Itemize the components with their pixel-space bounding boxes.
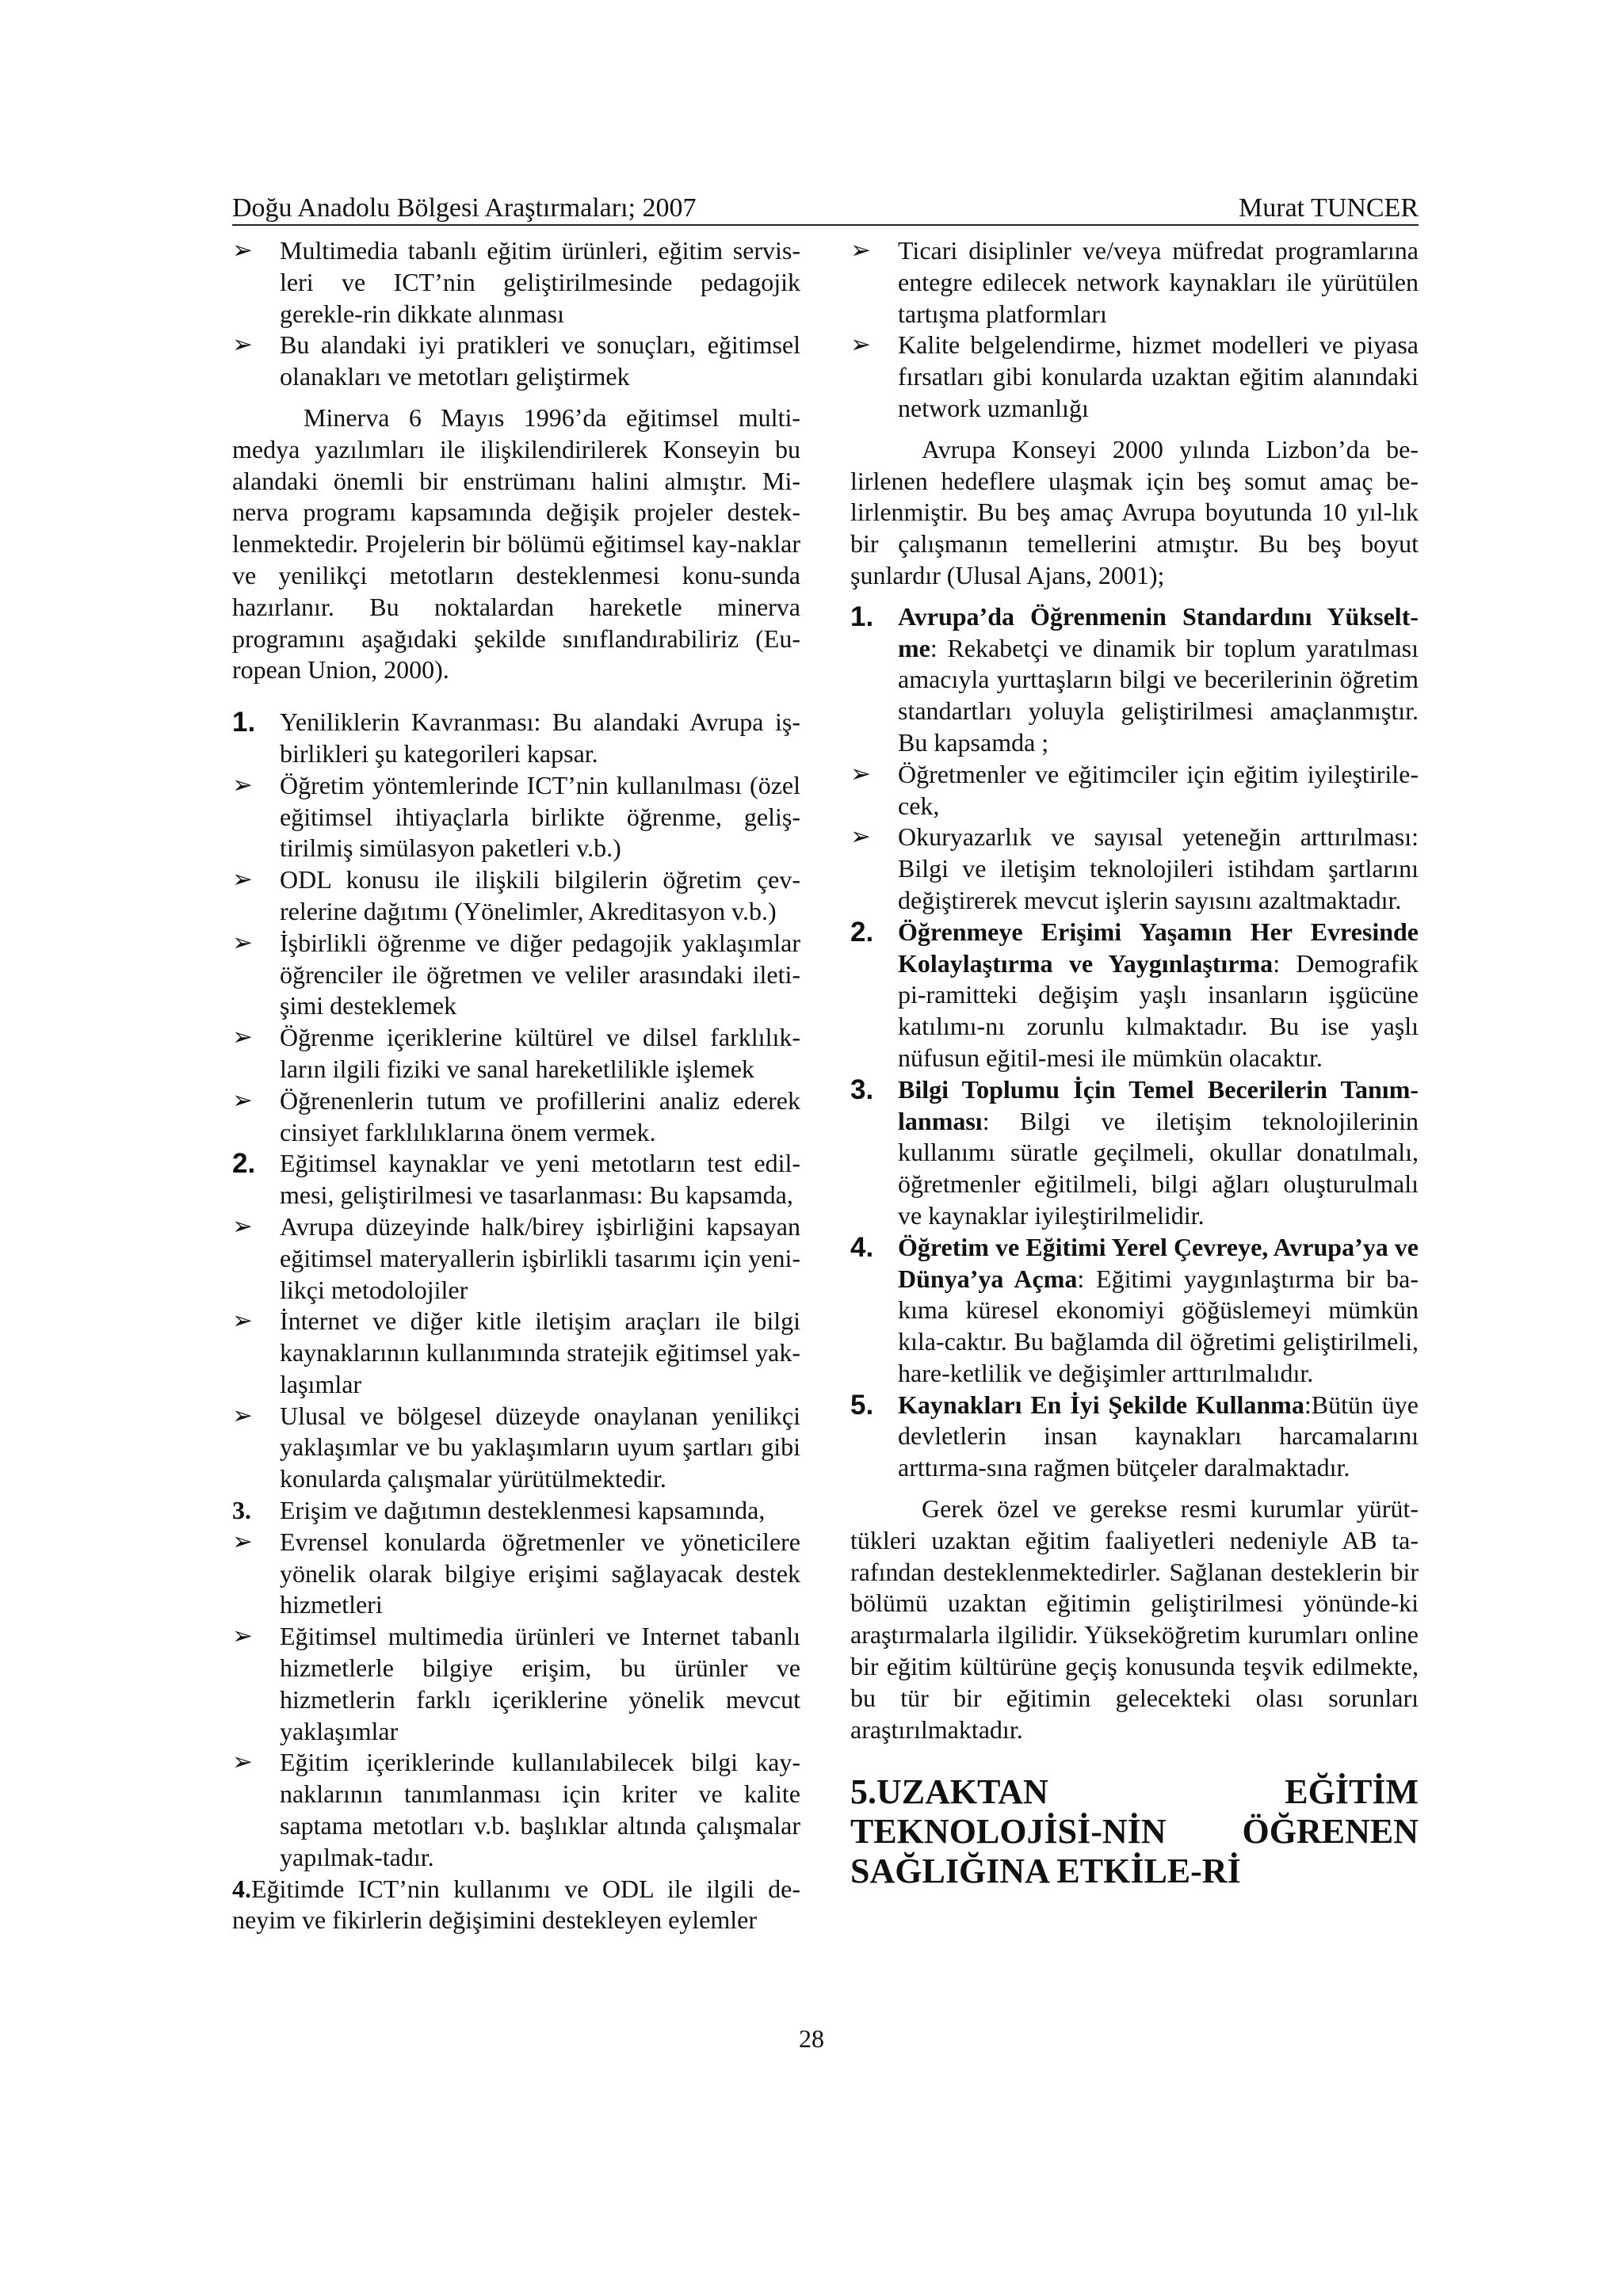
bullet-arrow-icon: ➢	[232, 928, 253, 957]
item-text: Yeniliklerin Kavranması: Bu alandaki Avrupa iş-birlikleri şu kategorileri kapsar.	[280, 707, 800, 768]
numbered-item	[850, 917, 1419, 1074]
bullet-text: Eğitim içeriklerinde kullanılabilecek bilgi kay-naklarının tanımlanması için kriter ve kalite saptama metotları v.b. başlıklar altında çalışmalar yapılmak-tadır.	[280, 1748, 800, 1871]
bullet-arrow-icon: ➢	[850, 330, 871, 360]
running-header	[232, 193, 1419, 226]
bullet-arrow-icon: ➢	[232, 1748, 253, 1777]
bullet-item	[850, 330, 1419, 424]
bullet-arrow-icon: ➢	[232, 1085, 253, 1115]
bullet-item	[232, 1527, 800, 1621]
body-paragraph: Minerva 6 Mayıs 1996’da eğitimsel multi-medya yazılımları ile ilişkilendirilerek Konseyin bu alandaki önemli bir enstrümanı halini almıştır. Mi-nerva programı kapsamında değişik projeler destek-lenmektedir. Projelerin bir bölümü eğitimsel kay-naklar ve yenilikçi metotların desteklenmesi konu-sunda hazırlanır. Bu noktalardan hareketle minerva programını aşağıdaki şekilde sınıflandırabiliriz (Eu-ropean Union, 2000).	[232, 402, 800, 685]
bullet-text: Öğrenenlerin tutum ve profillerini analiz ederek cinsiyet farklılıklarına önem vermek.	[280, 1085, 800, 1146]
body-paragraph: Gerek özel ve gerekse resmi kurumlar yürüt-tükleri uzaktan eğitim faaliyetleri nedeniyle AB ta-rafından desteklenmektedirler. Sağlanan desteklerin bir bölümü uzaktan eğitimin geliştirilmesi yönünde-ki araştırmalarla ilgilidir. Yükseköğretim kurumları online bir eğitim kültürüne geçiş konusunda teşvik edilmekte, bu tür bir eğitimin gelecekteki olası sorunları araştırılmaktadır.	[850, 1494, 1419, 1744]
left-column	[232, 235, 800, 1936]
item-text: : Eğitimi yaygınlaştırma bir ba-kıma küresel ekonomiyi göğüslemeyi mümkün kıla-caktır. Bu bağlamda dil öğretimi geliştirilmeli, hare-ketlilik ve değişimler arttırılmalıdır.	[898, 1264, 1419, 1387]
item-number: 1.	[232, 707, 256, 738]
item-number: 3.	[850, 1074, 874, 1105]
bullet-text: Ticari disiplinler ve/veya müfredat programlarına entegre edilecek network kaynakları ile yürütülen tartışma platformları	[898, 236, 1419, 328]
bullet-arrow-icon: ➢	[850, 759, 871, 788]
bullet-item	[232, 1306, 800, 1400]
item-text: : Rekabetçi ve dinamik bir toplum yaratılması amacıyla yurttaşların bilgi ve becerilerinin öğretim standartları yoluyla geliştirilmesi amaçlanmıştır. Bu kapsamda ;	[898, 633, 1419, 757]
bullet-arrow-icon: ➢	[232, 1527, 253, 1556]
bullet-arrow-icon: ➢	[232, 865, 253, 894]
bullet-arrow-icon: ➢	[232, 1622, 253, 1651]
item-number: 1.	[850, 601, 874, 632]
bullet-text: Öğretmenler ve eğitimciler için eğitim iyileştirile-cek,	[898, 759, 1419, 820]
bullet-text: Öğretim yöntemlerinde ICT’nin kullanılması (özel eğitimsel ihtiyaçlarla birlikte öğrenme, geliş-tirilmiş simülasyon paketleri v.b.)	[280, 770, 800, 863]
section-heading: 5.UZAKTAN EĞİTİM TEKNOLOJİSİ-NİN ÖĞRENEN SAĞLIĞINA ETKİLE-Rİ	[850, 1772, 1419, 1891]
bullet-item	[232, 1211, 800, 1306]
item-text: Eğitimsel kaynaklar ve yeni metotların test edil-mesi, geliştirilmesi ve tasarlanması: Bu kapsamda,	[280, 1149, 800, 1210]
item-number: 2.	[850, 916, 874, 948]
item-number: 3.	[232, 1496, 251, 1525]
bullet-text: Okuryazarlık ve sayısal yeteneğin arttırılması: Bilgi ve iletişim teknolojileri istihdam şartlarını değiştirerek mevcut işlerin sayısını azaltmaktadır.	[898, 822, 1419, 914]
bullet-item	[232, 1085, 800, 1149]
numbered-item	[850, 1390, 1419, 1484]
bullet-text: ODL konusu ile ilişkili bilgilerin öğretim çev-relerine dağıtımı (Yönelimler, Akreditasyon v.b.)	[280, 865, 800, 925]
bullet-item	[232, 770, 800, 864]
bullet-item	[232, 864, 800, 928]
bullet-arrow-icon: ➢	[232, 236, 253, 265]
item-number: 5.	[850, 1389, 874, 1421]
bullet-item	[850, 822, 1419, 916]
item-title: Avrupa’da Öğrenmenin Standardını Yükselt-me	[898, 601, 1419, 662]
item-number: 4.	[850, 1231, 874, 1263]
bullet-item	[232, 235, 800, 330]
numbered-item	[232, 707, 800, 770]
item-title: Kaynakları En İyi Şekilde Kullanma	[898, 1390, 1304, 1419]
item-title: Öğrenmeye Erişimi Yaşamın Her Evresinde Kolaylaştırma ve Yaygınlaştırma	[898, 917, 1419, 978]
bullet-item	[232, 1401, 800, 1495]
header-journal-title: Doğu Anadolu Bölgesi Araştırmaları; 2007	[232, 193, 697, 223]
bullet-text: Kalite belgelendirme, hizmet modelleri ve piyasa fırsatları gibi konularda uzaktan eğitim alanındaki network uzmanlığı	[898, 330, 1419, 422]
numbered-item	[850, 601, 1419, 759]
bullet-arrow-icon: ➢	[232, 770, 253, 799]
bullet-item	[232, 330, 800, 393]
numbered-item	[850, 1074, 1419, 1232]
bullet-text: Ulusal ve bölgesel düzeyde onaylanan yenilikçi yaklaşımlar ve bu yaklaşımların uyum şartları gibi konularda çalışmalar yürütülmektedir.	[280, 1401, 800, 1493]
bullet-text: Multimedia tabanlı eğitim ürünleri, eğitim servis-leri ve ICT’nin geliştirilmesinde pedagojik gerekle-rin dikkate alınması	[280, 236, 800, 328]
item-title: Bilgi Toplumu İçin Temel Becerilerin Tanım-lanması	[898, 1074, 1419, 1135]
bullet-text: Öğrenme içeriklerine kültürel ve dilsel farklılık-ların ilgili fiziki ve sanal hareketlilikle işlemek	[280, 1023, 800, 1083]
bullet-arrow-icon: ➢	[232, 1401, 253, 1430]
bullet-text: Bu alandaki iyi pratikleri ve sonuçları, eğitimsel olanakları ve metotları geliştirmek	[280, 330, 800, 391]
bullet-item	[850, 759, 1419, 822]
bullet-arrow-icon: ➢	[232, 330, 253, 360]
page-number: 28	[799, 2024, 824, 2053]
numbered-paragraph	[232, 1874, 800, 1937]
bullet-text: İnternet ve diğer kitle iletişim araçları ile bilgi kaynaklarının kullanımında stratejik eğitimsel yak-laşımlar	[280, 1306, 800, 1398]
bullet-arrow-icon: ➢	[850, 236, 871, 265]
bullet-item	[232, 1022, 800, 1085]
bullet-arrow-icon: ➢	[232, 1306, 253, 1336]
bullet-text: İşbirlikli öğrenme ve diğer pedagojik yaklaşımlar öğrenciler ile öğretmen ve veliler arasındaki ileti-şimi desteklemek	[280, 928, 800, 1020]
item-number: 2.	[232, 1148, 256, 1180]
item-text: Eğitimde ICT’nin kullanımı ve ODL ile ilgili de-neyim ve fikirlerin değişimini destekleyen eylemler	[232, 1874, 800, 1935]
item-text: Erişim ve dağıtımın desteklenmesi kapsamında,	[280, 1496, 766, 1525]
bullet-item	[850, 235, 1419, 330]
numbered-item	[850, 1232, 1419, 1390]
bullet-text: Evrensel konularda öğretmenler ve yöneticilere yönelik olarak bilgiye erişimi sağlayacak destek hizmetleri	[280, 1527, 800, 1619]
bullet-item	[232, 928, 800, 1022]
bullet-item	[232, 1621, 800, 1747]
bullet-text: Eğitimsel multimedia ürünleri ve Internet tabanlı hizmetlerle bilgiye erişim, bu ürünler ve hizmetlerin farklı içeriklerine yönelik mevcut yaklaşımlar	[280, 1622, 800, 1745]
item-number: 4.	[232, 1874, 251, 1903]
item-text: : Demografik pi-ramitteki değişim yaşlı insanların işgücüne katılımı-nı zorunlu kılmaktadır. Bu ise yaşlı nüfusun eğitil-mesi ile mümkün olacaktır.	[898, 948, 1419, 1072]
item-title: Öğretim ve Eğitimi Yerel Çevreye, Avrupa’ya ve Dünya’ya Açma	[898, 1232, 1419, 1293]
bullet-item	[232, 1747, 800, 1873]
item-text: : Bilgi ve iletişim teknolojilerinin kullanımı süratle geçilmeli, okullar donatılmalı, öğretmenler eğitilmeli, bilgi ağları oluşturulmalı ve kaynaklar iyileştirilmelidir.	[898, 1106, 1419, 1230]
item-text: :Bütün üye devletlerin insan kaynakları harcamalarını arttırma-sına rağmen bütçeler daralmaktadır.	[898, 1390, 1419, 1482]
numbered-item	[232, 1148, 800, 1211]
bullet-arrow-icon: ➢	[232, 1023, 253, 1052]
bullet-arrow-icon: ➢	[232, 1211, 253, 1241]
bullet-text: Avrupa düzeyinde halk/birey işbirliğini kapsayan eğitimsel materyallerin işbirlikli tasarımı için yeni-likçi metodolojiler	[280, 1211, 800, 1304]
right-column	[850, 235, 1419, 1891]
numbered-item	[232, 1495, 800, 1527]
bullet-arrow-icon: ➢	[850, 822, 871, 852]
header-author: Murat TUNCER	[1239, 193, 1419, 223]
body-paragraph: Avrupa Konseyi 2000 yılında Lizbon’da be-lirlenen hedeflere ulaşmak için beş somut amaç be-lirlenmiştir. Bu beş amaç Avrupa boyutunda 10 yıl-lık bir çalışmanın temellerini atmıştır. Bu beş boyut şunlardır (Ulusal Ajans, 2001);	[850, 434, 1419, 589]
